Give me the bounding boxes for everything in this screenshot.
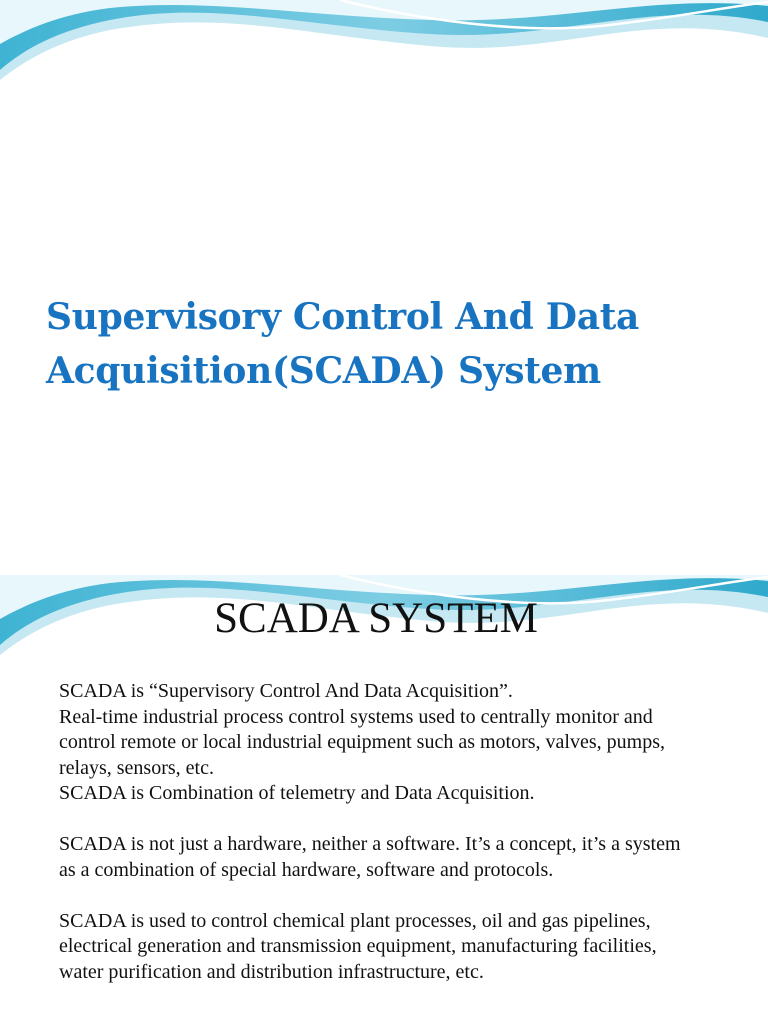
slide-body [59,679,699,985]
content-slide [0,575,768,1024]
wave-banner-decoration [0,0,768,95]
paragraph-spacer [59,883,699,909]
body-paragraph: SCADA is “Supervisory Control And Data Acquisition”. [59,680,513,702]
body-paragraph: SCADA is Combination of telemetry and Data Acquisition. [59,782,535,804]
slide-title: Supervisory Control And Data Acquisition(SCADA) System [46,296,640,392]
body-paragraph: SCADA is not just a hardware, neither a software. It’s a concept, it’s a system as a combination of special hardware, software and protocols. [59,833,681,881]
paragraph-spacer [59,807,699,833]
body-paragraph: SCADA is used to control chemical plant processes, oil and gas pipelines, electrical generation and transmission equipment, manufacturing facilities, water purification and distribution infrastructure, etc. [59,909,657,983]
slide-heading: SCADA SYSTEM [214,595,538,642]
body-paragraph: Real-time industrial process control systems used to centrally monitor and control remote or local industrial equipment such as motors, valves, pumps, relays, sensors, etc. [59,705,665,779]
